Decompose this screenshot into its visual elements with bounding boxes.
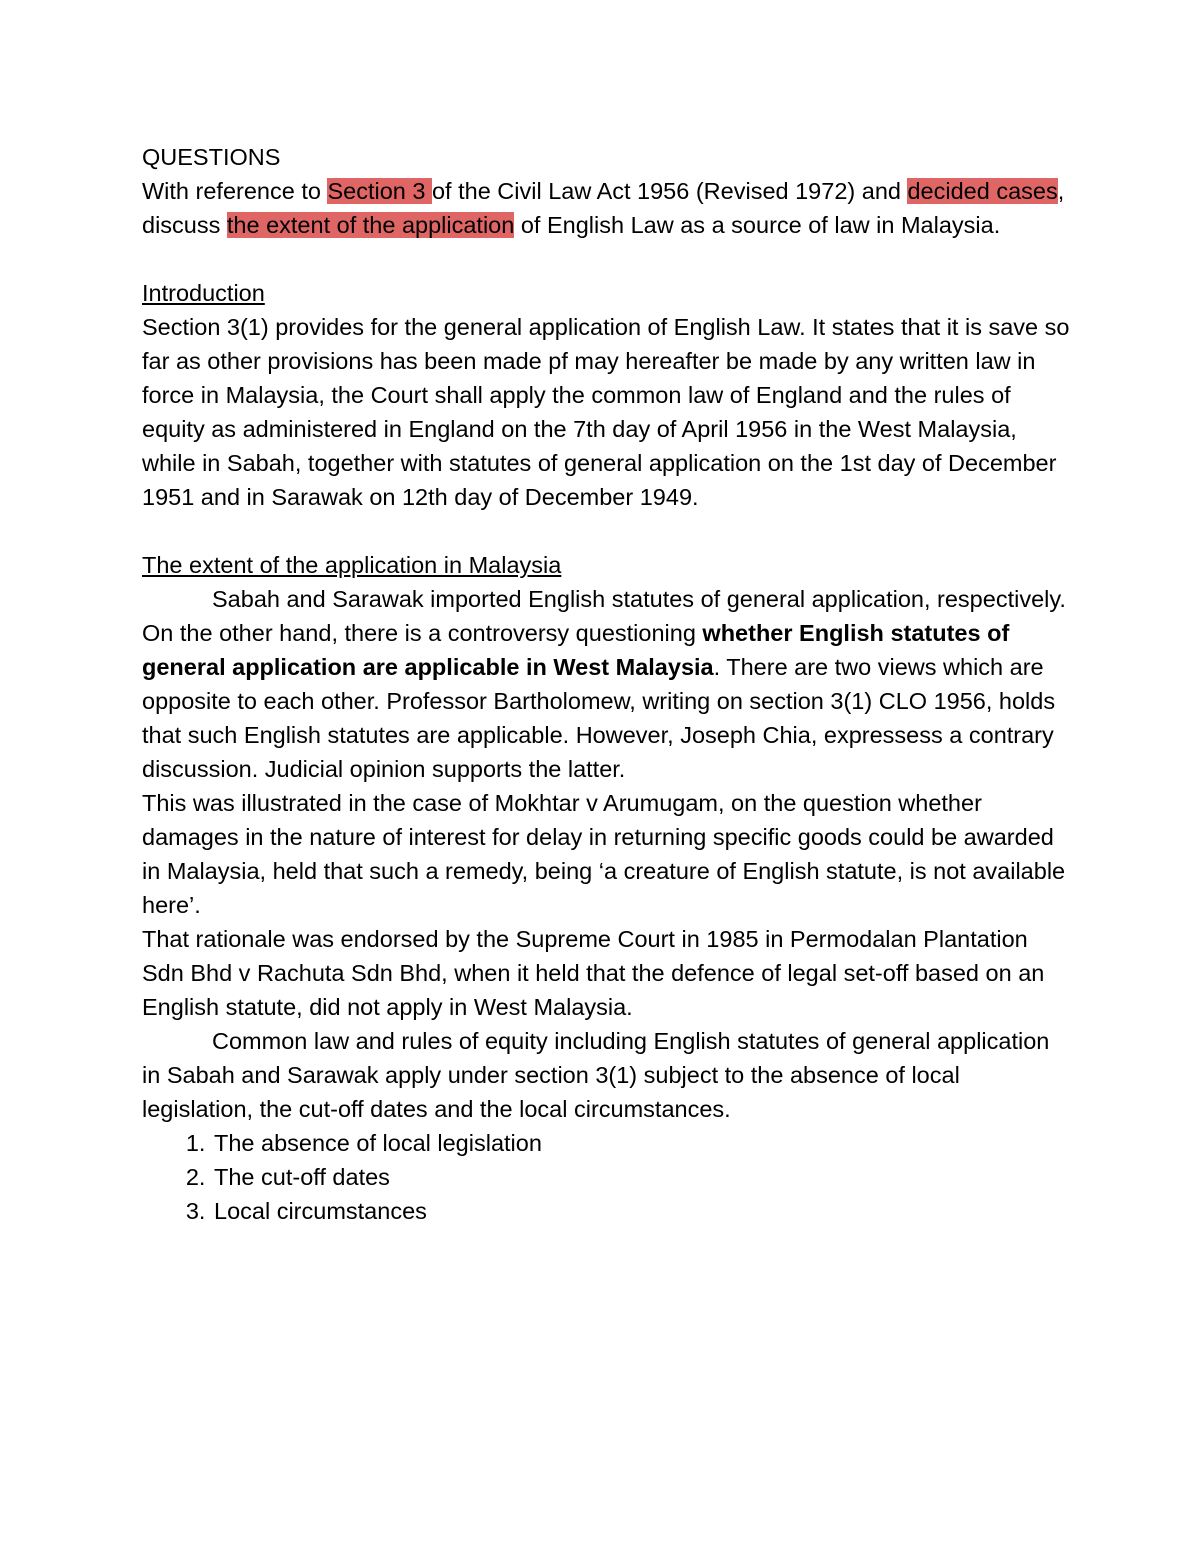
highlight-section-3: Section 3 [327, 178, 432, 204]
question-text-part-1: With reference to [142, 178, 328, 204]
numbered-list [142, 1126, 1072, 1228]
highlight-decided-cases: decided cases [907, 178, 1058, 204]
question-text [142, 174, 1072, 242]
extent-paragraph-2: This was illustrated in the case of Mokhtar v Arumugam, on the question whether damages in the nature of interest for delay in returning specific goods could be awarded in Malaysia, held that such a remedy, being ‘a creature of English statute, is not available here’. [142, 790, 1066, 918]
blank-line [142, 242, 1072, 276]
question-text-part-2: of the Civil Law Act 1956 (Revised 1972) and [431, 178, 908, 204]
introduction-paragraph: Section 3(1) provides for the general application of English Law. It states that it is save so far as other provisions has been made pf may hereafter be made by any written law in force in Malaysia, the Court shall apply the common law of England and the rules of equity as administered in England on the 7th day of April 1956 in the West Malaysia, while in Sabah, together with statutes of general application on the 1st day of December 1951 and in Sarawak on 12th day of December 1949. [142, 314, 1070, 510]
extent-paragraph-3: That rationale was endorsed by the Supreme Court in 1985 in Permodalan Plantation Sdn Bhd v Rachuta Sdn Bhd, when it held that the defence of legal set-off based on an English statute, did not apply in West Malaysia. [142, 926, 1045, 1020]
questions-heading: QUESTIONS [142, 144, 281, 170]
question-text-part-3: , discuss [142, 178, 1065, 238]
list-item: 3. Local circumstances [212, 1194, 1072, 1228]
extent-paragraph-4: Common law and rules of equity including English statutes of general application in Sabah and Sarawak apply under section 3(1) subject to the absence of local legislation, the cut-off dates and the local circumstances. [142, 1028, 1050, 1122]
list-item: 1. The absence of local legislation [212, 1126, 1072, 1160]
document-page [142, 140, 1072, 1228]
blank-line [142, 514, 1072, 548]
list-item: 2. The cut-off dates [212, 1160, 1072, 1194]
introduction-heading: Introduction [142, 280, 265, 306]
extent-heading: The extent of the application in Malaysia [142, 552, 562, 578]
extent-paragraph-1-text-b: . There are two views which are opposite to each other. Professor Bartholomew, writing on section 3(1) CLO 1956, holds that such English statutes are applicable. However, Joseph Chia, expressess a contrary discussion. Judicial opinion supports the latter. [142, 654, 1056, 782]
question-text-part-4: of English Law as a source of law in Malaysia. [514, 212, 1001, 238]
extent-paragraph-1-text-a: Sabah and Sarawak imported English statutes of general application, respectively. On the other hand, there is a controversy questioning [142, 586, 1066, 646]
highlight-extent-of-application: the extent of the application [226, 212, 515, 238]
extent-paragraph-1-bold: whether English statutes of general application are applicable in West Malaysia [142, 620, 1010, 680]
extent-paragraph-1 [142, 582, 1072, 786]
